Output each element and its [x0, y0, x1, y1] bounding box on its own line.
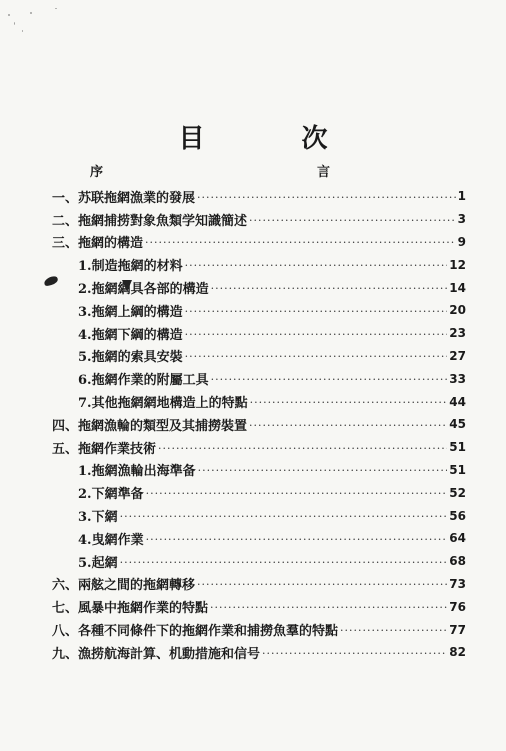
toc-section-row: [52, 459, 466, 482]
toc-page-number: 1: [457, 189, 466, 204]
dot-leader: [146, 533, 448, 546]
toc-entry-title: 八、各種不同條件下的拖網作業和捕撈魚羣的特點: [52, 624, 339, 640]
toc-section-row: [52, 322, 466, 345]
print-speck: [8, 14, 10, 16]
toc-page-number: 73: [449, 576, 466, 591]
toc-chapter-row: [52, 208, 466, 231]
toc-entry-title: 4.曳網作業: [78, 532, 144, 548]
toc-chapter-row: [52, 413, 466, 436]
print-speck: [30, 12, 32, 14]
print-speck: [14, 22, 15, 25]
toc-page-number: 64: [449, 531, 466, 546]
toc-page-number: 12: [449, 257, 466, 272]
dot-leader: [145, 236, 456, 249]
toc-entry-title: 四、拖網漁輪的類型及其捕撈裝置: [52, 418, 248, 434]
dot-leader: [185, 328, 448, 341]
toc-page-number: 82: [449, 645, 466, 660]
page-title: 目 次: [178, 124, 372, 154]
toc-entry-title: 九、漁捞航海計算、机動措施和信号: [52, 646, 261, 662]
dot-leader: [249, 214, 456, 227]
toc-section-row: [52, 345, 466, 368]
toc-section-row: [52, 550, 466, 573]
dot-leader: [158, 442, 447, 455]
preface-char-2: 言: [316, 165, 330, 180]
toc-entry-title: 二、拖網捕捞對象魚類学知識簡述: [52, 213, 248, 229]
preface-heading: [90, 161, 330, 180]
dot-leader: [185, 350, 448, 363]
toc-entry-title: 1.拖網漁輪出海準备: [78, 464, 196, 480]
toc-page-number: 33: [449, 371, 466, 386]
toc-page-number: 56: [449, 508, 466, 523]
toc-page-number: 51: [449, 462, 466, 477]
toc-chapter-row: [52, 436, 466, 459]
toc-entry-title: 1.制造拖網的材料: [78, 259, 183, 275]
dot-leader: [185, 259, 448, 272]
toc-section-row: [52, 504, 466, 527]
toc-page-number: 44: [449, 394, 466, 409]
toc-entry-title: 5.拖網的索具安裝: [78, 350, 183, 366]
toc-page-number: 27: [449, 348, 466, 363]
dot-leader: [120, 510, 448, 523]
toc-page-number: 45: [449, 417, 466, 432]
toc-section-row: [52, 299, 466, 322]
toc-page-number: 9: [457, 234, 466, 249]
toc-chapter-row: [52, 573, 466, 596]
dot-leader: [210, 601, 447, 614]
toc-entry-title: 2.下網準备: [78, 487, 144, 503]
table-of-contents: [52, 185, 466, 664]
toc-section-row: [52, 527, 466, 550]
toc-page-number: 23: [449, 326, 466, 341]
dot-leader: [340, 624, 447, 637]
toc-entry-title: 五、拖網作業技術: [52, 441, 157, 457]
toc-entry-title: 5.起網: [78, 555, 118, 571]
toc-section-row: [52, 276, 466, 299]
toc-entry-title: 三、拖網的構造: [52, 236, 144, 252]
toc-entry-title: 七、風暴中拖網作業的特點: [52, 601, 209, 617]
toc-entry-title: 2.拖網網具各部的構造: [78, 282, 209, 298]
toc-page-number: 14: [449, 280, 466, 295]
toc-chapter-row: [52, 231, 466, 254]
dot-leader: [211, 282, 448, 295]
toc-chapter-row: [52, 641, 466, 664]
toc-page-number: 68: [449, 554, 466, 569]
dot-leader: [185, 305, 448, 318]
dot-leader: [249, 419, 447, 432]
toc-section-row: [52, 367, 466, 390]
toc-entry-title: 3.拖網上綱的構造: [78, 304, 183, 320]
toc-entry-title: 一、苏联拖網漁業的發展: [52, 190, 196, 206]
toc-chapter-row: [52, 618, 466, 641]
toc-page-number: 76: [449, 599, 466, 614]
toc-entry-title: 6.拖網作業的附屬工具: [78, 373, 209, 389]
toc-entry-title: 7.其他拖網網地構造上的特點: [78, 396, 248, 412]
print-speck: [55, 8, 57, 9]
toc-entry-title: 4.拖網下綱的構造: [78, 327, 183, 343]
toc-section-row: [52, 253, 466, 276]
dot-leader: [250, 396, 448, 409]
toc-page-number: 20: [449, 303, 466, 318]
toc-page-number: 3: [457, 212, 466, 227]
dot-leader: [211, 373, 448, 386]
toc-chapter-row: [52, 595, 466, 618]
dot-leader: [262, 647, 447, 660]
toc-entry-title: 3.下網: [78, 510, 118, 526]
toc-page-number: 51: [449, 440, 466, 455]
print-speck: [22, 30, 23, 32]
toc-page-number: 77: [449, 622, 466, 637]
dot-leader: [197, 191, 456, 204]
toc-chapter-row: [52, 185, 466, 208]
toc-entry-title: 六、兩舷之間的拖網轉移: [52, 578, 196, 594]
toc-section-row: [52, 481, 466, 504]
toc-section-row: [52, 390, 466, 413]
dot-leader: [198, 464, 448, 477]
preface-char-1: 序: [90, 165, 104, 180]
dot-leader: [120, 556, 448, 569]
dot-leader: [146, 487, 448, 500]
dot-leader: [197, 578, 447, 591]
ink-arrow-mark: [122, 280, 132, 292]
toc-page-number: 52: [449, 485, 466, 500]
